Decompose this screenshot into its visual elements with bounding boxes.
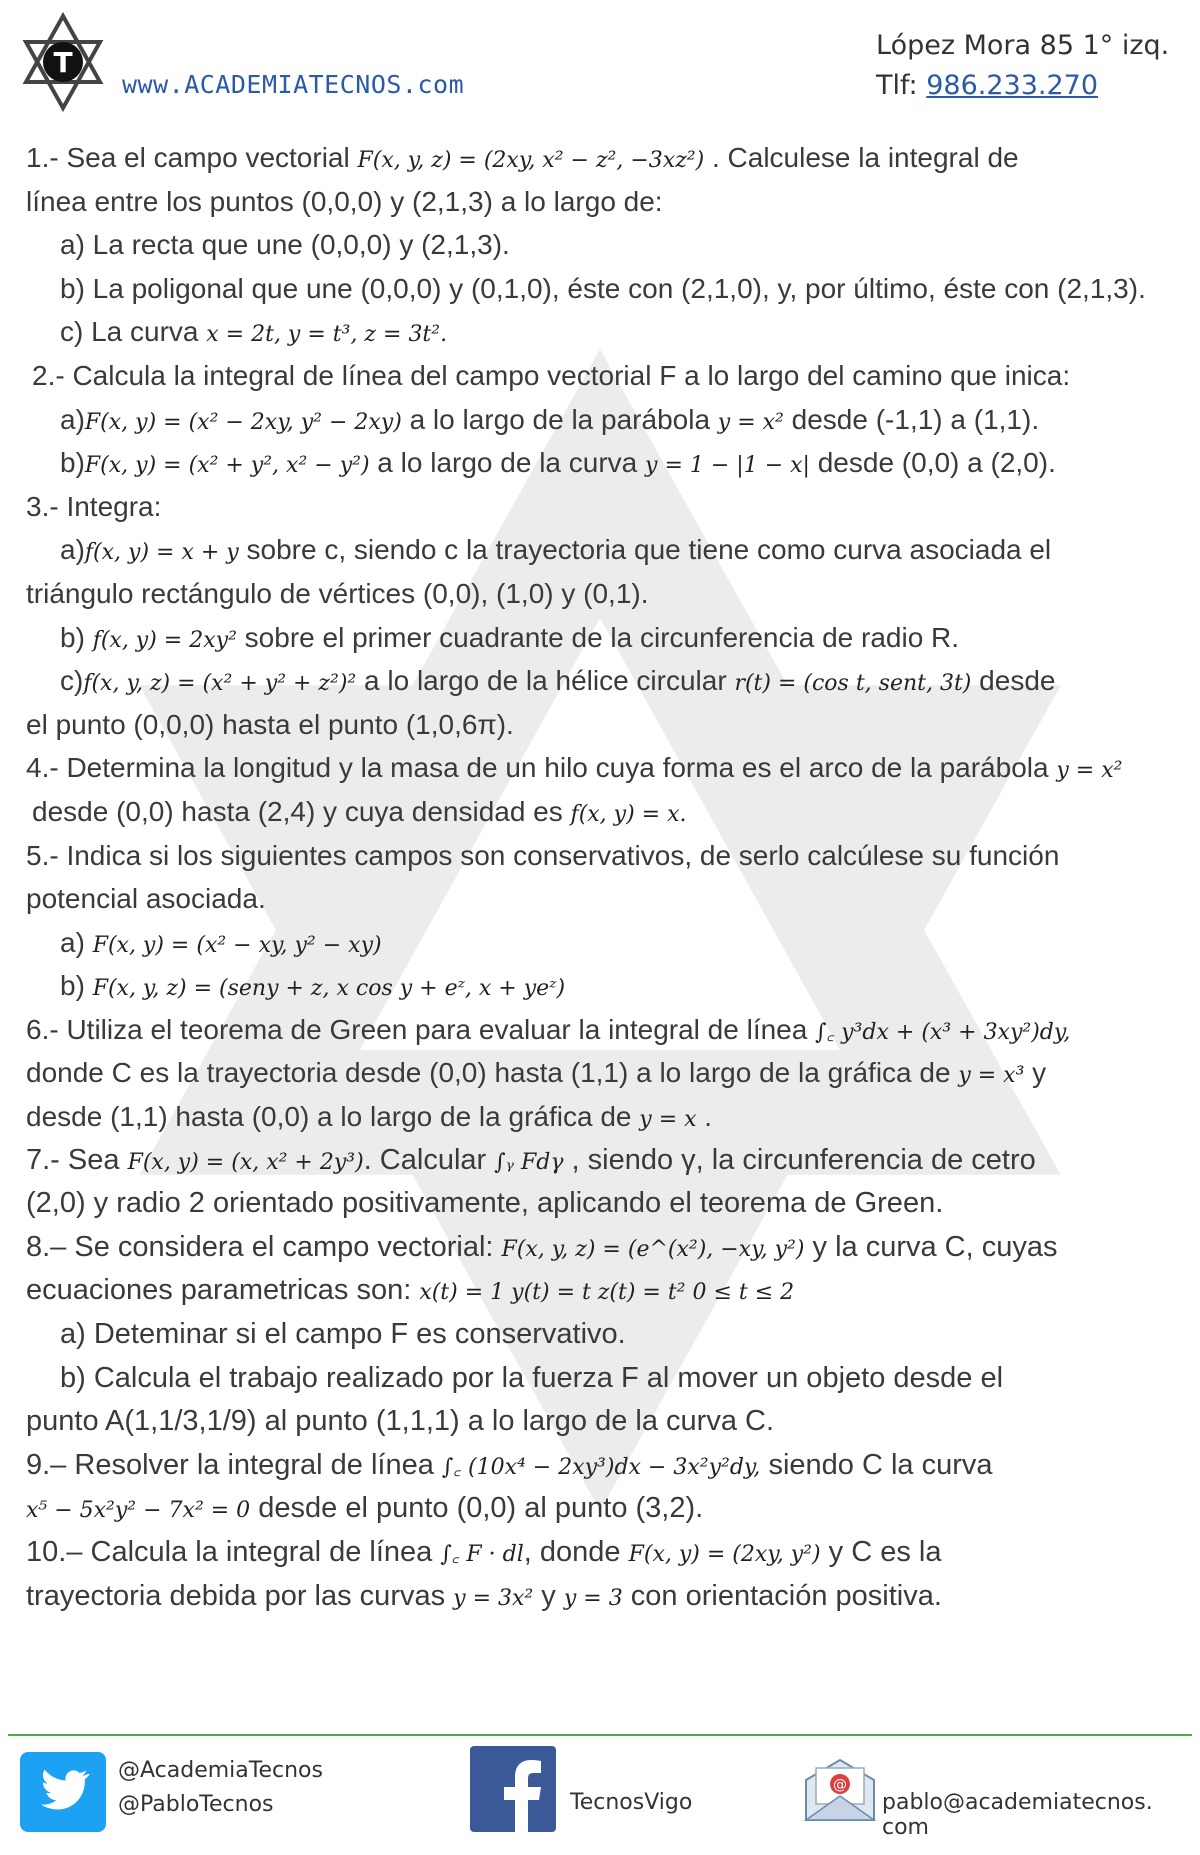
address-text: López Mora 85 1° izq. bbox=[876, 30, 1170, 61]
exercise-line bbox=[26, 616, 1176, 660]
text-segment: a lo largo de la hélice circular bbox=[356, 665, 735, 697]
email-address[interactable]: pablo@academiatecnos. com bbox=[882, 1790, 1153, 1840]
text-segment: c) bbox=[60, 665, 84, 697]
math-expression: F(x, y) = (x² − xy, y² − xy) bbox=[92, 932, 382, 958]
text-segment: 1.- Sea el campo vectorial bbox=[26, 142, 358, 173]
text-segment: desde el punto (0,0) al punto (3,2). bbox=[250, 1492, 704, 1525]
math-expression: F(x, y) = (x, x² + 2y³) bbox=[127, 1149, 364, 1175]
exercise-line bbox=[26, 1357, 1176, 1401]
exercise-line bbox=[26, 310, 1176, 354]
math-expression: y = 3 bbox=[563, 1585, 623, 1611]
phone-label: Tlf: bbox=[876, 70, 918, 101]
math-expression: y = x bbox=[639, 1107, 697, 1133]
text-segment: 6.- Utiliza el teorema de Green para evaluar la integral de línea bbox=[26, 1013, 816, 1045]
text-segment: b) La poligonal que une (0,0,0) y (0,1,0), éste con (2,1,0), y, por último, éste con (2,1,3). bbox=[60, 272, 1146, 304]
text-segment: 10.– Calcula la integral de línea bbox=[26, 1536, 441, 1568]
math-expression: f(x, y) = x + y bbox=[84, 540, 239, 566]
text-segment: a lo largo de la curva bbox=[369, 447, 646, 479]
math-expression: x(t) = 1 y(t) = t z(t) = t² 0 ≤ t ≤ 2 bbox=[419, 1280, 795, 1306]
text-segment: trayectoria debida por las curvas bbox=[26, 1579, 454, 1612]
text-segment: línea entre los puntos (0,0,0) y (2,1,3) a lo largo de: bbox=[26, 185, 663, 217]
text-segment: sobre el primer cuadrante de la circunferencia de radio R. bbox=[236, 621, 960, 653]
math-expression: F(x, y, z) = (e^(x²), −xy, y²) bbox=[501, 1236, 805, 1262]
academia-tecnos-logo-icon bbox=[22, 12, 104, 112]
text-segment: 2.- Calcula la integral de línea del campo vectorial F a lo largo del camino que inica: bbox=[32, 359, 1071, 391]
exercise-line bbox=[26, 398, 1176, 442]
text-segment: triángulo rectángulo de vértices (0,0), (1,0) y (0,1). bbox=[26, 577, 649, 609]
math-expression: f(x, y) = 2xy² bbox=[92, 627, 237, 653]
text-segment: donde C es la trayectoria desde (0,0) hasta (1,1) a lo largo de la gráfica de bbox=[26, 1057, 959, 1089]
text-segment: potencial asociada. bbox=[26, 883, 266, 915]
math-expression: f(x, y, z) = (x² + y² + z²)² bbox=[83, 671, 357, 697]
math-expression: F(x, y) = (x² − 2xy, y² − 2xy) bbox=[84, 409, 402, 435]
twitter-handle-pablo[interactable]: @PabloTecnos bbox=[118, 1792, 274, 1817]
exercise-line bbox=[26, 746, 1176, 790]
exercise-line bbox=[26, 223, 1176, 267]
exercise-line bbox=[26, 485, 1176, 529]
text-segment: a) Deteminar si el campo F es conservativo. bbox=[60, 1318, 626, 1351]
text-segment: ecuaciones parametricas son: bbox=[26, 1274, 420, 1307]
text-segment: , donde bbox=[523, 1536, 629, 1568]
text-segment: siendo C la curva bbox=[760, 1448, 993, 1481]
math-expression: r(t) = (cos t, sent, 3t) bbox=[734, 671, 972, 697]
text-segment: a) bbox=[60, 926, 93, 958]
exercise-line bbox=[26, 572, 1176, 616]
exercise-line bbox=[26, 1444, 1176, 1488]
text-segment: . Calculese la integral de bbox=[704, 142, 1019, 173]
math-expression: ∫꜀ (10x⁴ − 2xy³)dx − 3x²y²dy, bbox=[441, 1454, 761, 1480]
text-segment: . Calcular bbox=[363, 1143, 495, 1176]
exercise-list bbox=[26, 136, 1176, 1618]
math-expression: F(x, y, z) = (2xy, x² − z², −3xz²) bbox=[357, 148, 705, 173]
facebook-icon[interactable] bbox=[470, 1746, 556, 1832]
facebook-page-name[interactable]: TecnosVigo bbox=[570, 1790, 693, 1815]
page-header bbox=[0, 0, 1200, 130]
math-expression: y = x³ bbox=[958, 1063, 1025, 1089]
site-url-link[interactable]: www.ACADEMIATECNOS.com bbox=[122, 70, 465, 99]
twitter-icon[interactable] bbox=[20, 1752, 106, 1832]
text-segment: b) bbox=[60, 447, 85, 479]
text-segment: 9.– Resolver la integral de línea bbox=[26, 1448, 442, 1481]
text-segment: 3.- Integra: bbox=[26, 490, 162, 522]
exercise-line bbox=[26, 441, 1176, 485]
text-segment: a) bbox=[60, 403, 85, 435]
exercise-line bbox=[26, 1051, 1176, 1095]
exercise-line bbox=[26, 1139, 1176, 1183]
exercise-line bbox=[26, 964, 1176, 1008]
text-segment: y bbox=[533, 1579, 564, 1612]
text-segment: 4.- Determina la longitud y la masa de un hilo cuya forma es el arco de la parábola bbox=[26, 752, 1057, 784]
text-segment: a) bbox=[60, 534, 85, 566]
exercise-line bbox=[26, 180, 1176, 224]
exercise-line bbox=[26, 1487, 1176, 1531]
phone-line bbox=[876, 70, 1098, 101]
text-segment: desde (0,0) a (2,0). bbox=[809, 447, 1056, 479]
page-footer bbox=[0, 1740, 1200, 1850]
math-expression: ∫꜀ F · dl bbox=[440, 1542, 524, 1567]
exercise-line bbox=[26, 1400, 1176, 1444]
text-segment: . bbox=[696, 1101, 713, 1133]
twitter-handle-academia[interactable]: @AcademiaTecnos bbox=[118, 1758, 323, 1783]
exercise-line bbox=[26, 659, 1176, 703]
exercise-line bbox=[26, 1008, 1176, 1052]
exercise-line bbox=[26, 1095, 1176, 1139]
text-segment: a lo largo de la parábola bbox=[401, 403, 718, 435]
math-expression: y = 1 − |1 − x| bbox=[645, 453, 810, 479]
text-segment: sobre c, siendo c la trayectoria que tiene como curva asociada el bbox=[238, 534, 1052, 566]
text-segment: desde (0,0) hasta (2,4) y cuya densidad es bbox=[32, 795, 571, 827]
exercise-line bbox=[26, 267, 1176, 311]
footer-divider bbox=[8, 1734, 1192, 1736]
math-expression: F(x, y) = (2xy, y²) bbox=[628, 1542, 821, 1567]
math-expression: y = x² bbox=[1056, 758, 1123, 784]
text-segment: punto A(1,1/3,1/9) al punto (1,1,1) a lo largo de la curva C. bbox=[26, 1405, 775, 1438]
text-segment: desde (-1,1) a (1,1). bbox=[783, 403, 1040, 435]
text-segment: con orientación positiva. bbox=[622, 1579, 942, 1612]
email-icon[interactable] bbox=[800, 1750, 880, 1830]
text-segment: 7.- Sea bbox=[26, 1143, 128, 1176]
exercise-line bbox=[26, 1313, 1176, 1357]
exercise-line bbox=[26, 136, 1176, 180]
exercise-line bbox=[26, 1269, 1176, 1313]
text-segment: y C es la bbox=[820, 1536, 942, 1568]
exercise-line bbox=[26, 877, 1176, 921]
exercise-line bbox=[26, 790, 1176, 834]
exercise-line bbox=[26, 1575, 1176, 1619]
text-segment: a) La recta que une (0,0,0) y (2,1,3). bbox=[60, 229, 510, 261]
text-segment: b) bbox=[60, 970, 93, 1002]
math-expression: F(x, y, z) = (seny + z, x cos y + eᶻ, x + yeᶻ) bbox=[92, 976, 566, 1002]
math-expression: ∫꜀ y³dx + (x³ + 3xy²)dy, bbox=[815, 1019, 1071, 1045]
math-expression: x⁵ − 5x²y² − 7x² = 0 bbox=[26, 1498, 251, 1524]
text-segment: , siendo γ, la circunferencia de cetro bbox=[563, 1143, 1036, 1176]
text-segment: y la curva C, cuyas bbox=[804, 1230, 1058, 1263]
math-expression: ∫ᵧ Fdγ bbox=[494, 1149, 564, 1175]
text-segment: b) bbox=[60, 621, 93, 653]
exercise-line bbox=[26, 834, 1176, 878]
text-segment: desde bbox=[971, 665, 1056, 697]
math-expression: y = 3x² bbox=[453, 1585, 534, 1611]
text-segment: desde (1,1) hasta (0,0) a lo largo de la gráfica de bbox=[26, 1101, 640, 1133]
text-segment: (2,0) y radio 2 orientado positivamente, aplicando el teorema de Green. bbox=[26, 1187, 944, 1220]
phone-number-link[interactable]: 986.233.270 bbox=[926, 70, 1099, 101]
exercise-line bbox=[26, 354, 1176, 398]
exercise-line bbox=[26, 703, 1176, 747]
text-segment: el punto (0,0,0) hasta el punto (1,0,6π). bbox=[26, 708, 514, 740]
exercise-line bbox=[26, 1182, 1176, 1226]
svg-text:T: T bbox=[53, 46, 73, 79]
math-expression: F(x, y) = (x² + y², x² − y²) bbox=[84, 453, 370, 479]
text-segment: 5.- Indica si los siguientes campos son conservativos, de serlo calcúlese su función bbox=[26, 839, 1060, 871]
exercise-line bbox=[26, 1531, 1176, 1575]
text-segment: 8.– Se considera el campo vectorial: bbox=[26, 1230, 502, 1263]
svg-text:@: @ bbox=[833, 1777, 847, 1793]
text-segment: c) La curva bbox=[60, 316, 207, 348]
exercise-line bbox=[26, 921, 1176, 965]
exercise-line bbox=[26, 528, 1176, 572]
math-expression: y = x² bbox=[717, 409, 784, 435]
math-expression: x = 2t, y = t³, z = 3t². bbox=[206, 322, 448, 348]
exercise-line bbox=[26, 1226, 1176, 1270]
text-segment: y bbox=[1024, 1057, 1047, 1089]
twitter-handles bbox=[118, 1754, 323, 1822]
text-segment: b) Calcula el trabajo realizado por la fuerza F al mover un objeto desde el bbox=[60, 1361, 1004, 1394]
math-expression: f(x, y) = x. bbox=[570, 801, 687, 827]
